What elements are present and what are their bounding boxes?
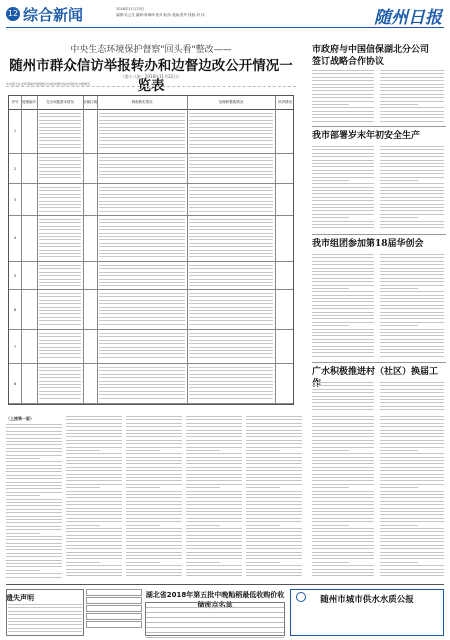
cell-text xyxy=(39,293,81,327)
table-row xyxy=(9,184,293,216)
cell-text xyxy=(39,367,81,401)
cell-text xyxy=(39,187,81,214)
table-row xyxy=(9,154,293,184)
section-title: 综合新闻 xyxy=(23,6,84,24)
cell-text xyxy=(189,265,273,289)
cell-text xyxy=(99,293,185,327)
lost-notice-title: 遗失声明 xyxy=(6,594,34,602)
grain-depot-table xyxy=(145,602,285,636)
lead-batch-note: （第十八批，2018年11月22日） xyxy=(120,74,182,79)
page-number: 12 xyxy=(6,7,20,21)
lost-notice-body xyxy=(8,604,82,635)
cell-text xyxy=(99,157,185,181)
row-number: 3 xyxy=(13,197,17,202)
water-quality-notice xyxy=(290,589,444,636)
cell-text xyxy=(39,157,81,181)
side-article-body xyxy=(312,146,374,231)
cell-text xyxy=(99,187,185,214)
cell-text xyxy=(39,219,81,260)
cell-text xyxy=(189,157,273,181)
lead-kicker: 中央生态环境保护督察"回头看"整改—— xyxy=(70,45,232,55)
cell-text xyxy=(39,113,81,150)
header-cell: 处理和整改情况 xyxy=(218,100,244,104)
small-ads xyxy=(86,589,142,636)
side-article-body xyxy=(380,146,444,231)
issue-meta xyxy=(116,6,204,18)
newspaper-logo: 随州日报 xyxy=(374,8,442,28)
table-row xyxy=(9,262,293,290)
side-article-body xyxy=(312,70,374,124)
side-article-body xyxy=(312,382,374,413)
complaints-table xyxy=(8,95,294,405)
lead-intro: 中央第五生态环境保护督察组交办我市群众信访举报件办理情况 xyxy=(6,82,296,87)
side-article-body xyxy=(380,254,444,359)
continuation-body xyxy=(246,416,302,579)
lead-headline: 随州市群众信访举报转办和边督边改公开情况一览表 xyxy=(9,58,293,94)
side-article-body xyxy=(380,382,444,413)
cell-text xyxy=(99,367,185,401)
row-number: 5 xyxy=(13,274,17,279)
header-cell: 受理编号 xyxy=(22,100,36,104)
cell-text xyxy=(99,113,185,150)
row-number: 7 xyxy=(13,344,17,349)
water-quality-title: 随州市城市供水水质公报 xyxy=(320,595,414,605)
cell-text xyxy=(189,219,273,260)
row-number: 6 xyxy=(13,307,17,312)
side-article-title: 我市部署岁末年初安全生产 xyxy=(312,131,421,141)
cell-text xyxy=(39,333,81,360)
side-article-body xyxy=(380,70,444,124)
page-header xyxy=(6,4,444,28)
header-cell: 序号 xyxy=(11,100,19,104)
side-article-body xyxy=(312,254,374,359)
table-row xyxy=(9,216,293,262)
cell-text xyxy=(189,293,273,327)
editor-line: 编辑:吴云龙 编辑:周琳坤 校对:阮伟 美编:张华 排版:刘 伟 xyxy=(116,13,205,17)
continuation-kicker: （上接第一版） xyxy=(6,416,34,421)
water-logo-icon xyxy=(296,592,306,602)
grain-depot-list-title: 湖北省2018年第五批中晚籼稻最低收购价收储库点名单 xyxy=(145,591,285,609)
side-article-title: 市政府与中国信保湖北分公司 签订战略合作协议 xyxy=(312,45,430,67)
row-number: 4 xyxy=(13,236,17,241)
table-row xyxy=(9,364,293,404)
row-number: 8 xyxy=(13,381,17,386)
table-header xyxy=(9,96,293,110)
continuation-body xyxy=(126,416,182,579)
header-cell: 问责情况 xyxy=(278,100,292,104)
side-article-title: 广水积极推进村（社区）换届工作 xyxy=(312,367,439,389)
table-row xyxy=(9,110,293,154)
cell-text xyxy=(99,219,185,260)
header-cell: 所属区域 xyxy=(83,100,97,104)
cell-text xyxy=(99,265,185,289)
cell-text xyxy=(99,333,185,360)
table-row xyxy=(9,330,293,364)
cell-text xyxy=(189,187,273,214)
header-cell: 调查核实情况 xyxy=(131,100,153,104)
cell-text xyxy=(189,113,273,150)
header-cell: 交办问题基本情况 xyxy=(46,100,74,104)
continuation-body xyxy=(380,416,444,579)
row-number: 1 xyxy=(13,129,17,134)
continuation-body xyxy=(6,424,62,580)
cell-text xyxy=(189,367,273,401)
continuation-body xyxy=(312,416,374,579)
side-article-title: 我市组团参加第18届华创会 xyxy=(312,239,424,249)
table-row xyxy=(9,290,293,330)
row-number: 2 xyxy=(13,167,17,172)
issue-date: 2018年11月23日 xyxy=(116,7,145,11)
continuation-body xyxy=(66,416,122,579)
cell-text xyxy=(189,333,273,360)
continuation-body xyxy=(186,416,242,579)
cell-text xyxy=(39,265,81,289)
